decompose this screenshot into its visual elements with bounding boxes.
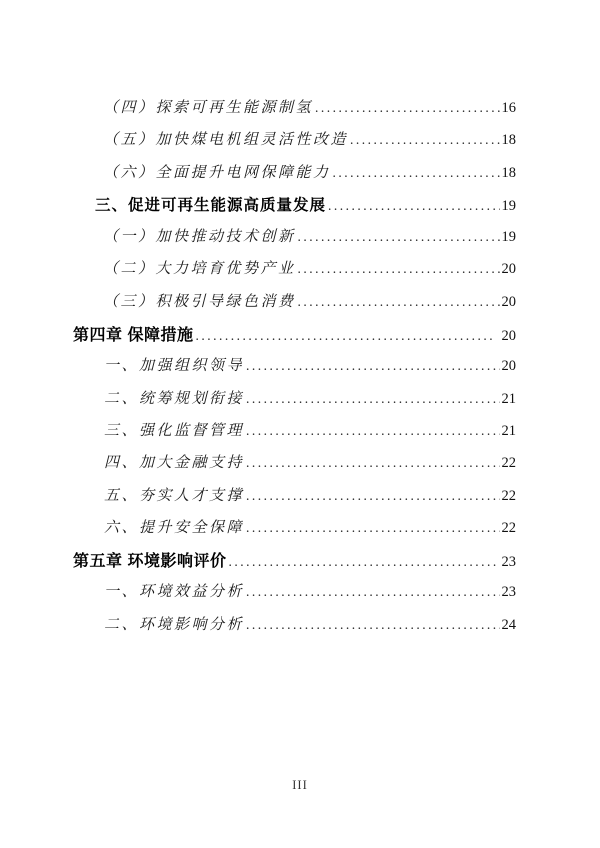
- toc-entry-label: 五、夯实人才支撑: [104, 487, 245, 504]
- page-footer-number: III: [292, 778, 308, 792]
- toc-entry-page-number: 18: [501, 132, 516, 149]
- toc-entry-label: 二、统筹规划衔接: [104, 390, 245, 407]
- toc-entry-label: 三、促进可再生能源高质量发展: [95, 196, 327, 214]
- toc-dot-leader: [328, 198, 499, 214]
- toc-entry[interactable]: [73, 548, 516, 580]
- toc-entry[interactable]: [73, 516, 516, 548]
- toc-entry[interactable]: [73, 96, 516, 128]
- toc-dot-leader: [298, 229, 500, 245]
- toc-dot-leader: [246, 520, 499, 536]
- toc-dot-leader: [333, 165, 500, 181]
- toc-entry-page-number: 16: [501, 100, 516, 116]
- toc-entry-page-number: 21: [501, 422, 516, 439]
- toc-entry-label: 第四章 保障措施: [73, 327, 194, 345]
- toc-dot-leader: [246, 358, 499, 374]
- toc-entry-label: 二、环境影响分析: [104, 616, 245, 633]
- toc-entry-label: 一、加强组织领导: [104, 358, 245, 375]
- toc-entry-label: 四、加大金融支持: [104, 455, 245, 472]
- toc-dot-leader: [298, 294, 500, 310]
- toc-entry[interactable]: [73, 419, 516, 451]
- toc-dot-leader: [298, 261, 500, 277]
- toc-entry[interactable]: [73, 225, 516, 257]
- toc-entry[interactable]: [73, 451, 516, 483]
- toc-entry[interactable]: [73, 193, 516, 225]
- toc-entry-label: 三、强化监督管理: [104, 422, 245, 439]
- toc-entry-page-number: 22: [501, 455, 516, 472]
- toc: [73, 96, 516, 645]
- toc-entry-page-number: 18: [501, 164, 516, 181]
- toc-entry-page-number: 21: [501, 390, 516, 407]
- toc-dot-leader: [246, 391, 499, 407]
- toc-dot-leader: [350, 132, 499, 148]
- toc-entry-label: （三）积极引导绿色消费: [103, 293, 296, 310]
- toc-entry[interactable]: [73, 257, 516, 289]
- toc-entry-page-number: 23: [501, 554, 516, 571]
- toc-entry-page-number: 23: [501, 584, 516, 601]
- toc-entry[interactable]: [73, 387, 516, 419]
- toc-entry-page-number: 22: [501, 487, 516, 504]
- toc-dot-leader: [246, 488, 499, 504]
- toc-dot-leader: [246, 584, 499, 600]
- toc-entry-page-number: 20: [501, 293, 516, 310]
- toc-entry[interactable]: [73, 580, 516, 612]
- toc-entry[interactable]: [73, 354, 516, 386]
- toc-entry[interactable]: [73, 322, 516, 354]
- toc-entry-page-number: 20: [501, 261, 516, 278]
- toc-entry-label: （四）探索可再生能源制氢: [103, 100, 314, 116]
- toc-entry-page-number: 19: [501, 229, 516, 246]
- toc-dot-leader: [195, 328, 495, 344]
- toc-entry-label: （二）大力培育优势产业: [103, 261, 296, 278]
- toc-entry[interactable]: [73, 613, 516, 645]
- toc-dot-leader: [315, 100, 499, 116]
- toc-dot-leader: [228, 554, 495, 570]
- toc-entry-label: （六）全面提升电网保障能力: [103, 164, 331, 181]
- toc-entry[interactable]: [73, 128, 516, 160]
- toc-entry-page-number: 19: [501, 197, 516, 214]
- toc-entry-page-number: 20: [501, 358, 516, 375]
- toc-entry-page-number: 20: [501, 328, 516, 345]
- toc-entry-label: 六、提升安全保障: [104, 519, 245, 536]
- toc-entry-page-number: 24: [501, 616, 516, 633]
- toc-entry[interactable]: [73, 290, 516, 322]
- toc-entry-label: （一）加快推动技术创新: [103, 229, 296, 246]
- toc-dot-leader: [246, 423, 499, 439]
- toc-entry-label: 一、环境效益分析: [104, 584, 245, 601]
- toc-dot-leader: [246, 617, 499, 633]
- toc-entry-label: 第五章 环境影响评价: [73, 553, 227, 571]
- toc-entry[interactable]: [73, 161, 516, 193]
- toc-entry-label: （五）加快煤电机组灵活性改造: [103, 132, 349, 149]
- toc-entry-page-number: 22: [501, 519, 516, 536]
- toc-entry[interactable]: [73, 484, 516, 516]
- toc-dot-leader: [246, 455, 499, 471]
